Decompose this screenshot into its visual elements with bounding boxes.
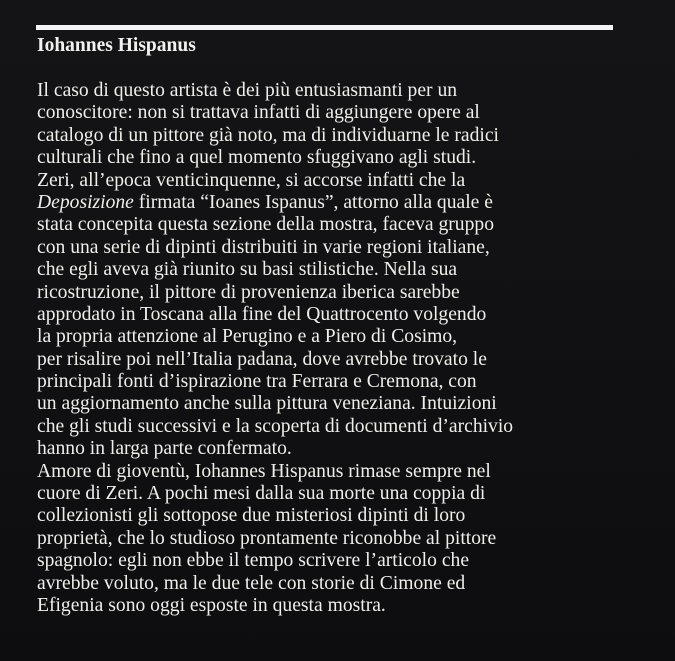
text-line: conoscitore: non si trattava infatti di aggiungere opere al [37, 102, 480, 124]
text-line: Zeri, all’epoca venticinquenne, si accorse infatti che la [37, 169, 466, 191]
italic-title: Deposizione [37, 191, 134, 213]
text-line: che gli studi successivi e la scoperta di documenti d’archivio [37, 415, 514, 437]
text-line: principali fonti d’ispirazione tra Ferrara e Cremona, con [37, 371, 477, 393]
text-line: con una serie di dipinti distribuiti in varie regioni italiane, [37, 236, 490, 258]
text-line: Efigenia sono oggi esposte in questa mostra. [37, 594, 386, 616]
text-fragment: firmata “Ioanes Ispanus”, attorno alla quale è [133, 191, 493, 213]
text-line: la propria attenzione al Perugino e a Piero di Cosimo, [37, 326, 458, 348]
text-line: approdato in Toscana alla fine del Quattrocento volgendo [37, 303, 487, 325]
text-line: Amore di gioventù, Iohannes Hispanus rimase sempre nel [37, 460, 491, 482]
text-line [37, 192, 637, 214]
text-line: collezionisti gli sottopose due misteriosi dipinti di loro [37, 505, 466, 527]
panel-body [37, 80, 637, 617]
text-line: cuore di Zeri. A pochi mesi dalla sua morte una coppia di [37, 483, 486, 505]
paragraph [37, 80, 637, 461]
text-line: avrebbe voluto, ma le due tele con storie di Cimone ed [37, 572, 466, 594]
text-line: per risalire poi nell’Italia padana, dove avrebbe trovato le [37, 348, 487, 370]
text-line: Il caso di questo artista è dei più entusiasmanti per un [37, 80, 458, 101]
text-line: un aggiornamento anche sulla pittura veneziana. Intuizioni [37, 393, 497, 415]
panel-title: Iohannes Hispanus [37, 35, 196, 56]
text-line: che egli aveva già riunito su basi stilistiche. Nella sua [37, 259, 458, 281]
text-line: ricostruzione, il pittore di provenienza iberica sarebbe [37, 281, 460, 303]
paragraph [37, 461, 637, 618]
text-line: catalogo di un pittore già noto, ma di individuarne le radici [37, 124, 499, 146]
text-line: proprietà, che lo studioso prontamente riconobbe al pittore [37, 527, 497, 549]
text-line: hanno in larga parte confermato. [37, 438, 292, 460]
top-rule [36, 25, 613, 30]
text-line: stata concepita questa sezione della mostra, faceva gruppo [37, 214, 494, 236]
text-line: culturali che fino a quel momento sfuggivano agli studi. [37, 147, 477, 169]
text-line: spagnolo: egli non ebbe il tempo scrivere l’articolo che [37, 550, 470, 572]
